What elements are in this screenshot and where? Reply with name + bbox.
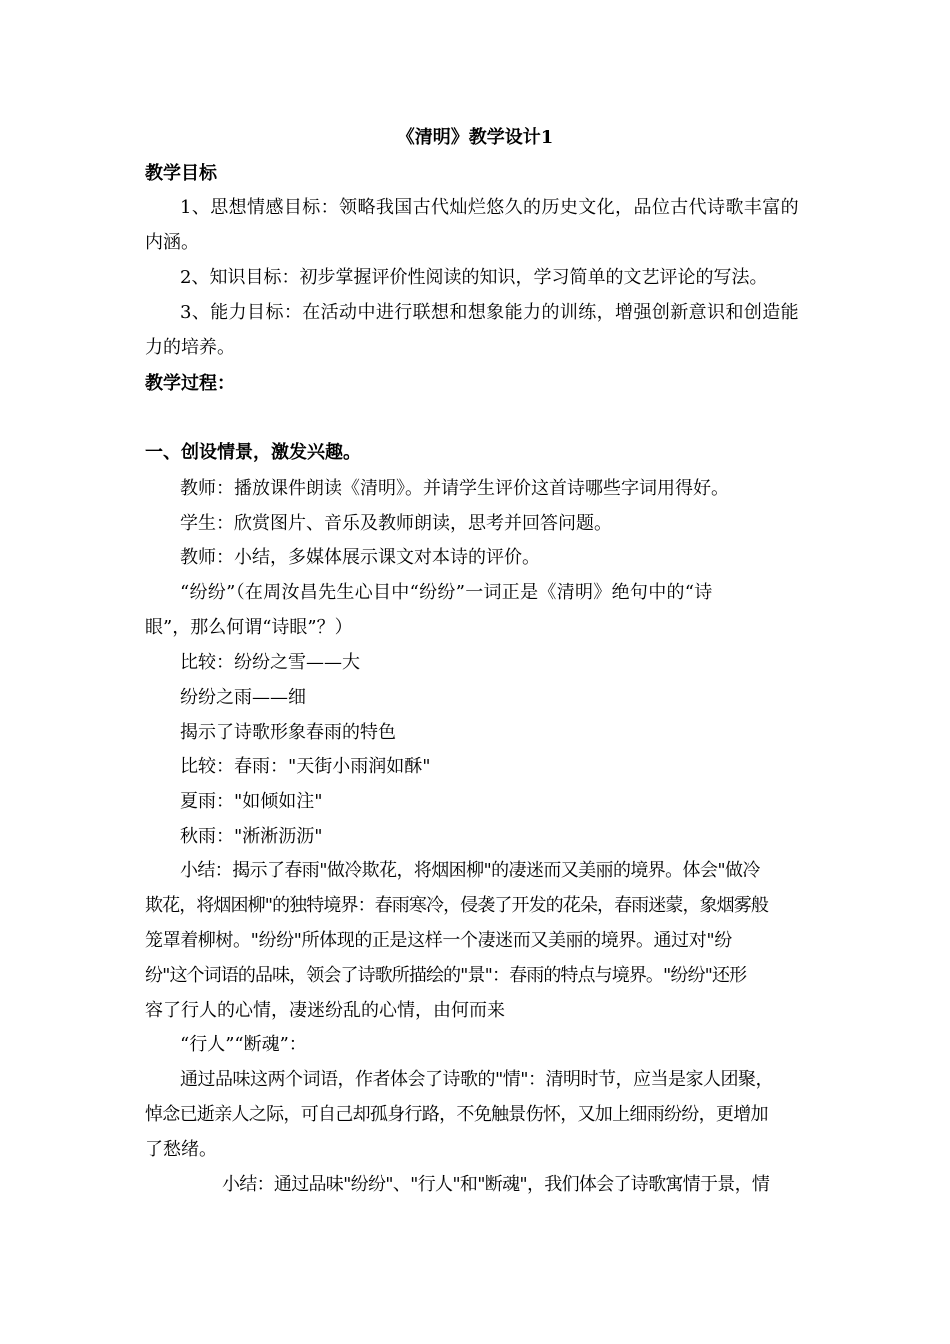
paragraph-line: 夏雨："如倾如注"	[180, 791, 323, 812]
paragraph-line: 内涵。	[145, 232, 199, 253]
paragraph-line: 3、能力目标：在活动中进行联想和想象能力的训练，增强创新意识和创造能	[180, 302, 800, 323]
heading-teaching-goals: 教学目标	[145, 163, 217, 184]
paragraph-line: 笼罩着柳树。"纷纷"所体现的正是这样一个凄迷而又美丽的境界。通过对"纷	[145, 930, 732, 951]
paragraph-line: 纷"这个词语的品味，领会了诗歌所描绘的"景"：春雨的特点与境界。"纷纷"还形	[145, 965, 747, 986]
paragraph-line: 秋雨："淅淅沥沥"	[180, 826, 323, 847]
paragraph-line: 教师：小结，多媒体展示课文对本诗的评价。	[180, 547, 540, 568]
paragraph-line: 纷纷之雨——细	[180, 687, 306, 708]
paragraph-line: 揭示了诗歌形象春雨的特色	[180, 722, 396, 743]
paragraph-line: 通过品味这两个词语，作者体会了诗歌的"情"：清明时节，应当是家人团聚，	[180, 1069, 774, 1090]
paragraph-line: 容了行人的心情，凄迷纷乱的心情，由何而来	[145, 1000, 505, 1021]
paragraph-line: 力的培养。	[145, 337, 235, 358]
paragraph-line: “行人”“断魂”：	[180, 1034, 307, 1055]
paragraph-line: 小结：揭示了春雨"做冷欺花，将烟困柳"的凄迷而又美丽的境界。体会"做冷	[180, 860, 760, 881]
paragraph-line: 比较：春雨："天街小雨润如酥"	[180, 756, 431, 777]
paragraph-line: 小结：通过品味"纷纷"、"行人"和"断魂"，我们体会了诗歌寓情于景，情	[222, 1174, 770, 1195]
heading-teaching-process: 教学过程：	[145, 373, 235, 394]
document-title: 《清明》教学设计1	[396, 127, 554, 148]
paragraph-line: 悼念已逝亲人之际，可自己却孤身行路，不免触景伤怀，又加上细雨纷纷，更增加	[145, 1104, 768, 1125]
paragraph-line: 了愁绪。	[145, 1139, 217, 1160]
paragraph-line: 教师：播放课件朗读《清明》。并请学生评价这首诗哪些字词用得好。	[180, 478, 729, 499]
paragraph-line: 欺花，将烟困柳"的独特境界：春雨寒冷，侵袭了开发的花朵，春雨迷蒙，象烟雾般	[145, 895, 768, 916]
section-heading: 一、创设情景，激发兴趣。	[145, 442, 361, 463]
paragraph-line: 2、知识目标：初步掌握评价性阅读的知识，学习简单的文艺评论的写法。	[180, 267, 768, 288]
paragraph-line: 眼”，那么何谓“诗眼”？）	[145, 617, 353, 638]
paragraph-line: “纷纷”（在周汝昌先生心目中“纷纷”一词正是《清明》绝句中的“诗	[180, 582, 713, 603]
paragraph-line: 学生：欣赏图片、音乐及教师朗读，思考并回答问题。	[180, 513, 612, 534]
paragraph-line: 1、思想情感目标：领略我国古代灿烂悠久的历史文化，品位古代诗歌丰富的	[180, 197, 800, 218]
paragraph-line: 比较：纷纷之雪——大	[180, 652, 360, 673]
